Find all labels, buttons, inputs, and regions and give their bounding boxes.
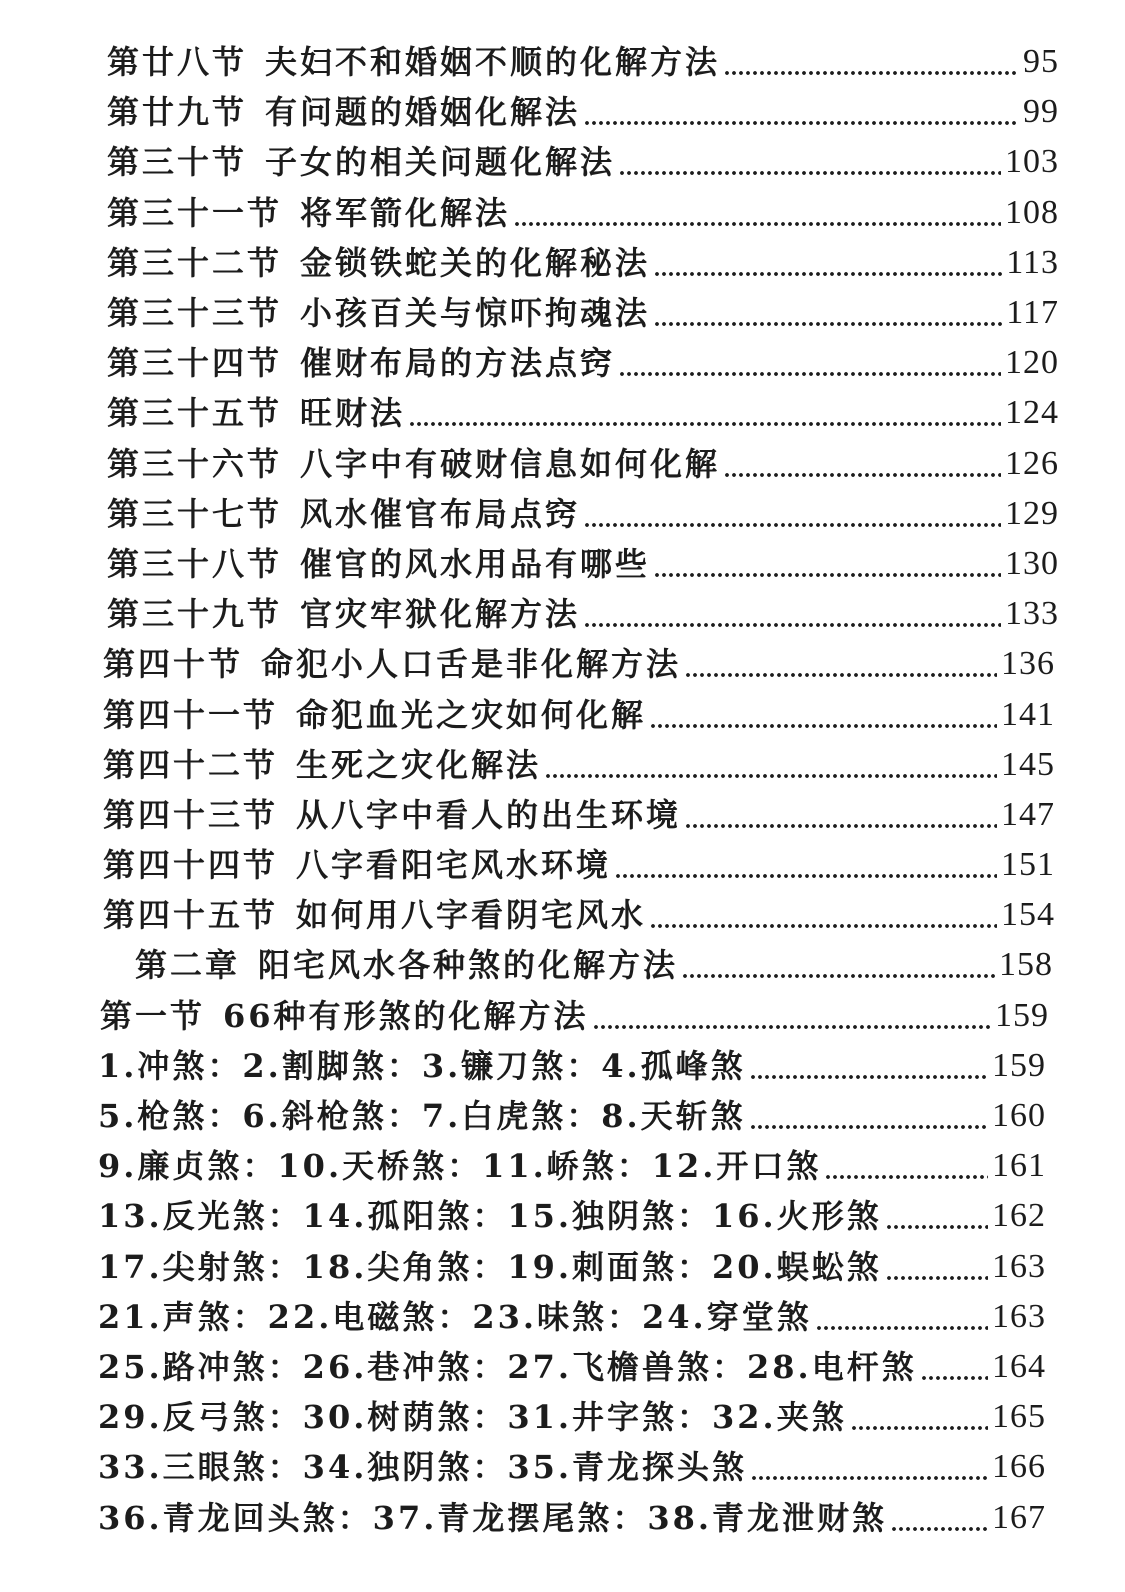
dot-leader (750, 1074, 988, 1080)
toc-entry (0, 890, 1125, 940)
dot-leader (514, 221, 1001, 227)
page-number: 160 (992, 1097, 1046, 1135)
entry-title: 风水催官布局点窍 (300, 494, 581, 533)
toc-entry (0, 489, 1125, 539)
entry-title: 夫妇不和婚姻不顺的化解方法 (265, 43, 721, 82)
section-label: 第四十三节 (103, 795, 279, 834)
dot-leader (751, 1475, 988, 1481)
toc-entry (0, 137, 1125, 187)
page-number: 130 (1005, 544, 1059, 582)
toc-subentry (0, 1191, 1125, 1241)
toc-subentry (0, 1091, 1125, 1141)
toc-entry (0, 338, 1125, 388)
entry-title: 官灾牢狱化解方法 (300, 595, 581, 634)
subentry-title: 1.冲煞：2.割脚煞：3.镰刀煞：4.孤峰煞 (98, 1046, 746, 1085)
page-number: 161 (992, 1147, 1046, 1185)
toc-subentry (0, 1041, 1125, 1091)
toc-subentry (0, 1141, 1125, 1191)
page-number: 103 (1005, 143, 1059, 181)
toc-entry (0, 188, 1125, 238)
entry-title: 从八字中看人的出生环境 (296, 795, 682, 834)
entry-title: 旺财法 (300, 394, 406, 433)
page-number: 117 (1006, 294, 1059, 332)
subentry-title: 5.枪煞：6.斜枪煞：7.白虎煞：8.天斩煞 (98, 1097, 746, 1136)
page-number: 165 (992, 1398, 1046, 1436)
page-number: 145 (1001, 745, 1055, 783)
page-number: 99 (1023, 93, 1059, 131)
page-number: 163 (992, 1247, 1046, 1285)
toc-entry (0, 740, 1125, 790)
toc-subentry (0, 1292, 1125, 1342)
toc-entry (0, 238, 1125, 288)
dot-leader (650, 923, 997, 929)
section-label: 第三十六节 (107, 444, 283, 483)
dot-leader (615, 873, 997, 879)
entry-title: 金锁铁蛇关的化解秘法 (300, 243, 651, 282)
dot-leader (891, 1526, 988, 1532)
page-number: 154 (1001, 896, 1055, 934)
dot-leader (825, 1174, 988, 1180)
section-label: 第四十一节 (103, 695, 279, 734)
toc-entry (0, 288, 1125, 338)
page-number: 136 (1001, 645, 1055, 683)
page-number: 129 (1005, 494, 1059, 532)
toc-entry (0, 539, 1125, 589)
dot-leader (545, 773, 997, 779)
section-label: 第三十四节 (107, 344, 283, 383)
subentry-title: 17.尖射煞：18.尖角煞：19.刺面煞：20.蜈蚣煞 (98, 1247, 882, 1286)
toc-subentry (0, 1442, 1125, 1492)
dot-leader (682, 973, 995, 979)
dot-leader (584, 522, 1001, 528)
page-number: 167 (992, 1498, 1046, 1536)
page-number: 162 (992, 1197, 1046, 1235)
section-label: 第三十八节 (107, 544, 283, 583)
entry-title: 有问题的婚姻化解法 (265, 93, 581, 132)
chapter-entry (0, 940, 1125, 990)
toc-entry (0, 439, 1125, 489)
section-label: 第四十四节 (103, 846, 279, 885)
page-number: 166 (992, 1448, 1046, 1486)
entry-title: 八字中有破财信息如何化解 (300, 444, 721, 483)
section-label: 第三十二节 (107, 243, 283, 282)
subentry-title: 29.反弓煞：30.树荫煞：31.井字煞：32.夹煞 (98, 1398, 847, 1437)
dot-leader (654, 321, 1002, 327)
page-number: 158 (999, 946, 1053, 984)
toc-entry (0, 790, 1125, 840)
entry-title: 催财布局的方法点窍 (300, 344, 616, 383)
page-number: 108 (1005, 193, 1059, 231)
table-of-contents (0, 37, 1125, 1543)
subentry-title: 9.廉贞煞：10.天桥煞：11.峤煞：12.开口煞 (98, 1147, 822, 1186)
dot-leader (886, 1224, 988, 1230)
entry-title: 命犯血光之灾如何化解 (296, 695, 647, 734)
entry-title: 子女的相关问题化解法 (265, 143, 616, 182)
dot-leader (724, 70, 1019, 76)
section-label: 第三十七节 (107, 494, 283, 533)
toc-subentry (0, 1342, 1125, 1392)
section-label: 第廿九节 (107, 93, 248, 132)
page-number: 163 (992, 1297, 1046, 1335)
subentry-title: 25.路冲煞：26.巷冲煞：27.飞檐兽煞：28.电杆煞 (98, 1347, 917, 1386)
section-label: 第三十九节 (107, 595, 283, 634)
page-number: 95 (1023, 43, 1059, 81)
dot-leader (619, 371, 1001, 377)
entry-title: 命犯小人口舌是非化解方法 (261, 645, 682, 684)
toc-entry (0, 840, 1125, 890)
dot-leader (650, 723, 997, 729)
toc-entry (0, 388, 1125, 438)
page-number: 164 (992, 1347, 1046, 1385)
entry-title: 生死之灾化解法 (296, 745, 542, 784)
entry-title: 如何用八字看阴宅风水 (296, 896, 647, 935)
dot-leader (654, 271, 1002, 277)
page-number: 124 (1005, 394, 1059, 432)
entry-title: 小孩百关与惊吓拘魂法 (300, 294, 651, 333)
section-label: 第廿八节 (107, 43, 248, 82)
dot-leader (724, 472, 1001, 478)
toc-entry (0, 689, 1125, 739)
dot-leader (685, 672, 997, 678)
toc-entry (0, 639, 1125, 689)
dot-leader (584, 622, 1001, 628)
toc-entry (0, 991, 1125, 1041)
toc-subentry (0, 1492, 1125, 1542)
section-label: 第四十五节 (103, 896, 279, 935)
subentry-title: 33.三眼煞：34.独阴煞：35.青龙探头煞 (98, 1448, 748, 1487)
dot-leader (750, 1124, 988, 1130)
section-label: 第四十节 (103, 645, 244, 684)
chapter-title: 阳宅风水各种煞的化解方法 (258, 946, 679, 985)
section-label: 第四十二节 (103, 745, 279, 784)
page-number: 151 (1001, 846, 1055, 884)
dot-leader (921, 1375, 988, 1381)
subentry-title: 13.反光煞：14.孤阳煞：15.独阴煞：16.火形煞 (98, 1197, 882, 1236)
entry-title: 将军箭化解法 (300, 193, 511, 232)
dot-leader (886, 1275, 988, 1281)
page-number: 133 (1005, 595, 1059, 633)
dot-leader (584, 120, 1019, 126)
dot-leader (619, 170, 1001, 176)
entry-title: 66种有形煞的化解方法 (223, 996, 589, 1035)
page-number: 113 (1006, 243, 1059, 281)
dot-leader (851, 1425, 988, 1431)
toc-entry (0, 37, 1125, 87)
dot-leader (654, 572, 1001, 578)
dot-leader (816, 1325, 988, 1331)
entry-title: 催官的风水用品有哪些 (300, 544, 651, 583)
section-label: 第三十三节 (107, 294, 283, 333)
page-number: 126 (1005, 444, 1059, 482)
entry-title: 八字看阳宅风水环境 (296, 846, 612, 885)
subentry-title: 21.声煞：22.电磁煞：23.味煞：24.穿堂煞 (98, 1297, 812, 1336)
page-number: 147 (1001, 795, 1055, 833)
section-label: 第三十节 (107, 143, 248, 182)
chapter-label: 第二章 (135, 946, 241, 985)
toc-subentry (0, 1242, 1125, 1292)
page-number: 159 (992, 1046, 1046, 1084)
toc-entry (0, 589, 1125, 639)
toc-entry (0, 87, 1125, 137)
page-number: 120 (1005, 344, 1059, 382)
dot-leader (685, 823, 997, 829)
section-label: 第三十五节 (107, 394, 283, 433)
toc-subentry (0, 1392, 1125, 1442)
section-label: 第三十一节 (107, 193, 283, 232)
dot-leader (409, 421, 1001, 427)
page-number: 159 (995, 996, 1049, 1034)
section-label: 第一节 (100, 996, 206, 1035)
subentry-title: 36.青龙回头煞：37.青龙摆尾煞：38.青龙泄财煞 (98, 1498, 888, 1537)
page-number: 141 (1001, 695, 1055, 733)
dot-leader (593, 1024, 991, 1030)
